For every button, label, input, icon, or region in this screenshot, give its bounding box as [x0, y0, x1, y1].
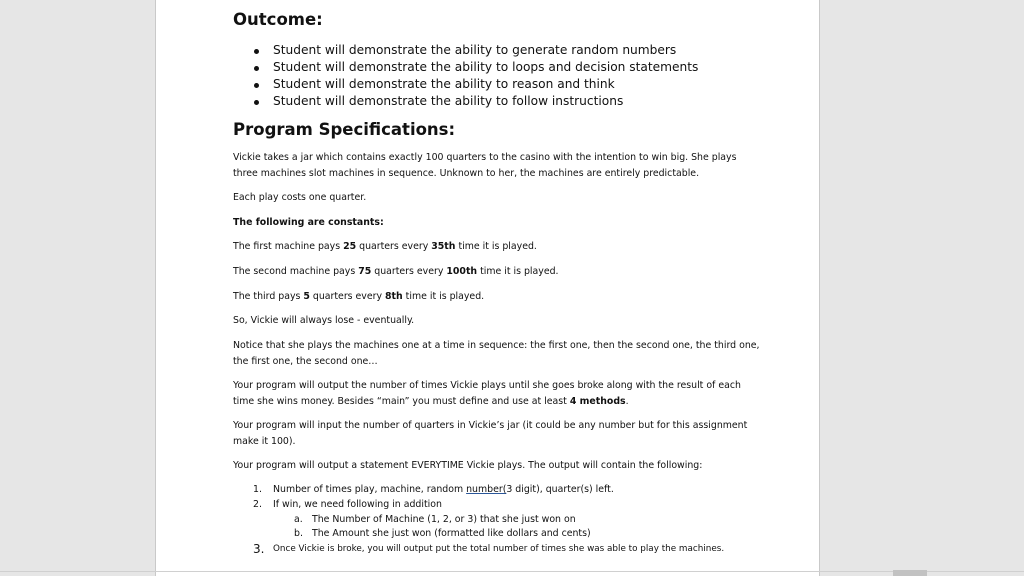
output-paragraph: Your program will output the number of times Vickie plays until she goes broke along with the result of each time she wins money. Besides “main” you must define and use at least 4 methods.	[233, 380, 741, 407]
machine-one-rule: The first machine pays 25 quarters every 35th time it is played.	[233, 241, 537, 252]
bullet-icon	[254, 66, 259, 71]
specifications-heading: Program Specifications:	[233, 120, 456, 139]
bullet-icon	[254, 49, 259, 54]
sequence-paragraph: Notice that she plays the machines one at a time in sequence: the first one, then the second one, the third one, the first one, the second one…	[233, 340, 760, 367]
statement-paragraph: Your program will output a statement EVERYTIME Vickie plays. The output will contain the following:	[233, 460, 703, 471]
machine-two-rule: The second machine pays 75 quarters every 100th time it is played.	[233, 266, 559, 277]
outcome-list	[233, 42, 698, 110]
list-item: Student will demonstrate the ability to generate random numbers	[233, 42, 698, 59]
outcome-heading: Outcome:	[233, 10, 323, 29]
constants-label: The following are constants:	[233, 217, 384, 228]
horizontal-scrollbar-thumb[interactable]	[893, 570, 927, 576]
bullet-icon	[254, 100, 259, 105]
cost-paragraph: Each play costs one quarter.	[233, 192, 367, 203]
machine-three-rule: The third pays 5 quarters every 8th time it is played.	[233, 291, 485, 302]
lose-paragraph: So, Vickie will always lose - eventually.	[233, 315, 415, 326]
window-bottom-edge	[0, 571, 1024, 572]
list-item: Student will demonstrate the ability to follow instructions	[233, 93, 698, 110]
list-item: Student will demonstrate the ability to reason and think	[233, 76, 698, 93]
intro-paragraph: Vickie takes a jar which contains exactly 100 quarters to the casino with the intention to win big. She plays three machines slot machines in sequence. Unknown to her, the machines are entirely predictable.	[233, 152, 737, 179]
bullet-icon	[254, 83, 259, 88]
spelling-flag: number(	[466, 484, 507, 495]
document-page: Outcome: Student will demonstrate the ability to generate random numbers Student will demonstrate the ability to loops and decision statements Student will demonstrate the ability to reason and think Student will demonstrate the ability to follow instructions Program Specifications: Vickie takes a jar which contains exactly 100 quarters to the casino with the intention to win big. She plays three machines slot machines in sequence. Unknown to her, the machines are entirely predictable. Each play costs one quarter. The following are constants: The first machine pays 25 quarters every 35th time it is played. The second machine pays 75 quarters every 100th time it is played. The third pays 5 quarters every 8th time it is played. So, Vickie will always lose - eventually. Notice that she plays the machines one at a time in sequence: the first one, then the second one, the third one, the first one, the second one… Your program will output the number of times Vickie plays until she goes broke along with the result of each time she wins money. Besides “main” you must define and use at least 4 methods. Your program will input the number of quarters in Vickie’s jar (it could be any number but for this assignment make it 100). Your program will output a statement EVERYTIME Vickie plays. The output will contain the following: 1. Number of times play, machine, random number(3 digit), quarter(s) left. 2. If win, we need following in addition a. The Number of Machine (1, 2, or 3) that she just won on b. The Amount she just won (formatted like dollars and cents) 3. Once Vickie is broke, you will output put the total number of times she was able to play the machines.	[155, 0, 820, 576]
list-item: Student will demonstrate the ability to loops and decision statements	[233, 59, 698, 76]
input-paragraph: Your program will input the number of quarters in Vickie’s jar (it could be any number but for this assignment make it 100).	[233, 420, 748, 447]
